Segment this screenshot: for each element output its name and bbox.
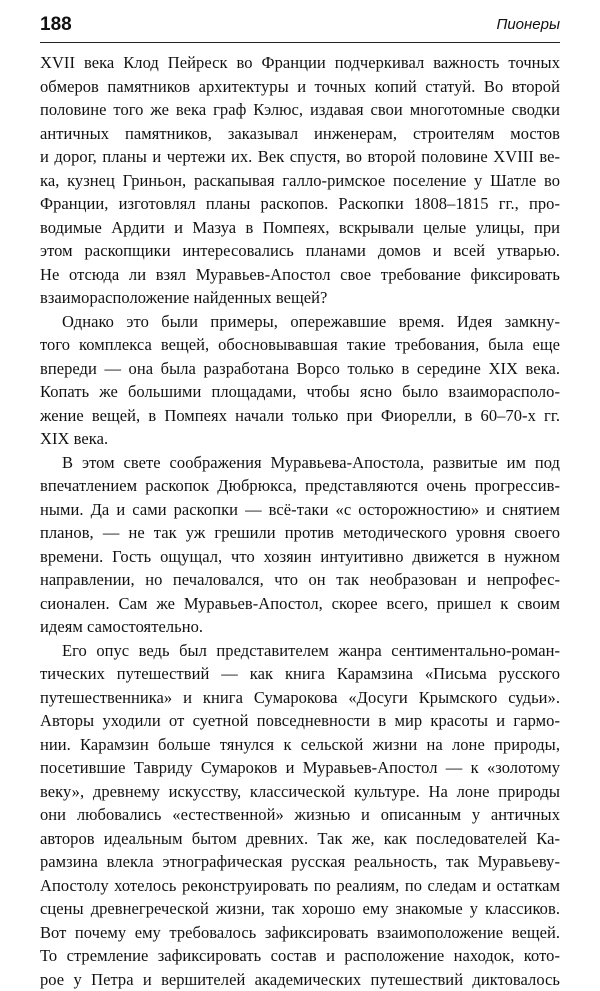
text-line: XIX века. [40, 427, 560, 451]
text-line: впереди — она была разработана Ворсо только в середине XIX века. [40, 357, 560, 381]
text-line: ка, кузнец Гриньон, раскапывая галло-римское поселение у Шатле во [40, 169, 560, 193]
text-line: Однако это были примеры, опережавшие время. Идея замкну- [40, 310, 560, 334]
text-line: рамзина влекла этнографическая русская реальность, так Муравьеву- [40, 850, 560, 874]
text-line: Вот почему ему требовалось зафиксировать взаимоположение вещей. [40, 921, 560, 945]
text-line: авторов идеальным бытом древних. Так же, как последователей Ка- [40, 827, 560, 851]
text-line: Его опус ведь был представителем жанра сентиментально-роман- [40, 639, 560, 663]
paragraph [40, 451, 560, 639]
paragraph [40, 51, 560, 310]
text-line: времени. Гость ощущал, что хозяин интуитивно движется в нужном [40, 545, 560, 569]
text-line: рое у Петра и вершителей академических путешествий диктовалось [40, 968, 560, 991]
text-line: жение вещей, в Помпеях начали только при Фиорелли, в 60–70-х гг. [40, 404, 560, 428]
text-line: посетившие Тавриду Сумароков и Муравьев-Апостол — к «золотому [40, 756, 560, 780]
text-line: веку», древнему искусству, классической культуре. На лоне природы [40, 780, 560, 804]
text-line: тических путешествий — как книга Карамзина «Письма русского [40, 662, 560, 686]
text-line: XVII века Клод Пейреск во Франции подчеркивал важность точных [40, 51, 560, 75]
text-line: Копать же большими площадами, чтобы ясно было взаиморасполо- [40, 380, 560, 404]
paragraph [40, 639, 560, 991]
text-line: античных памятников, заказывал инженерам, строителям мостов [40, 122, 560, 146]
text-line: того комплекса вещей, обосновывавшая такие требования, была еще [40, 333, 560, 357]
text-line: водимые Ардити и Мазуа в Помпеях, вскрывали целые улицы, при [40, 216, 560, 240]
text-line: сцены древнегреческой жизни, так хорошо ему знакомые у классиков. [40, 897, 560, 921]
text-line: планов, — не так уж грешили против методического уровня своего [40, 521, 560, 545]
text-line: В этом свете соображения Муравьева-Апостола, развитые им под [40, 451, 560, 475]
page-number: 188 [40, 14, 72, 36]
book-page [40, 12, 560, 991]
text-line: впечатлением раскопок Дюбрюкса, представляются очень прогрессив- [40, 474, 560, 498]
text-line: ными. Да и сами раскопки — всё-таки «с осторожностию» и снятием [40, 498, 560, 522]
text-line: направлении, но печаловался, что он так необразован и непрофес- [40, 568, 560, 592]
body-text [40, 51, 560, 991]
text-line: То стремление зафиксировать состав и расположение находок, кото- [40, 944, 560, 968]
page-header [40, 12, 560, 43]
text-line: Апостолу хотелось реконструировать по реалиям, по следам и остаткам [40, 874, 560, 898]
text-line: Франции, изготовлял планы раскопов. Раскопки 1808–1815 гг., про- [40, 192, 560, 216]
text-line: они любовались «естественной» жизнью и описанным у античных [40, 803, 560, 827]
running-title: Пионеры [496, 16, 560, 33]
text-line: путешественника» и книга Сумарокова «Досуги Крымского судьи». [40, 686, 560, 710]
text-line: идеям самостоятельно. [40, 615, 560, 639]
text-line: Авторы уходили от суетной повседневности в мир красоты и гармо- [40, 709, 560, 733]
text-line: сионален. Сам же Муравьев-Апостол, скорее всего, пришел к своим [40, 592, 560, 616]
text-line: половине того же века граф Кэлюс, издавая свои многотомные сводки [40, 98, 560, 122]
text-line: взаиморасположение найденных вещей? [40, 286, 560, 310]
paragraph [40, 310, 560, 451]
text-line: обмеров памятников архитектуры и точных копий статуй. Во второй [40, 75, 560, 99]
text-line: нии. Карамзин больше тянулся к сельской жизни на лоне природы, [40, 733, 560, 757]
text-line: и дорог, планы и чертежи их. Век спустя, во второй половине XVIII ве- [40, 145, 560, 169]
text-line: этом раскопщики интересовались планами домов и всей утварью. [40, 239, 560, 263]
text-line: Не отсюда ли взял Муравьев-Апостол свое требование фиксировать [40, 263, 560, 287]
